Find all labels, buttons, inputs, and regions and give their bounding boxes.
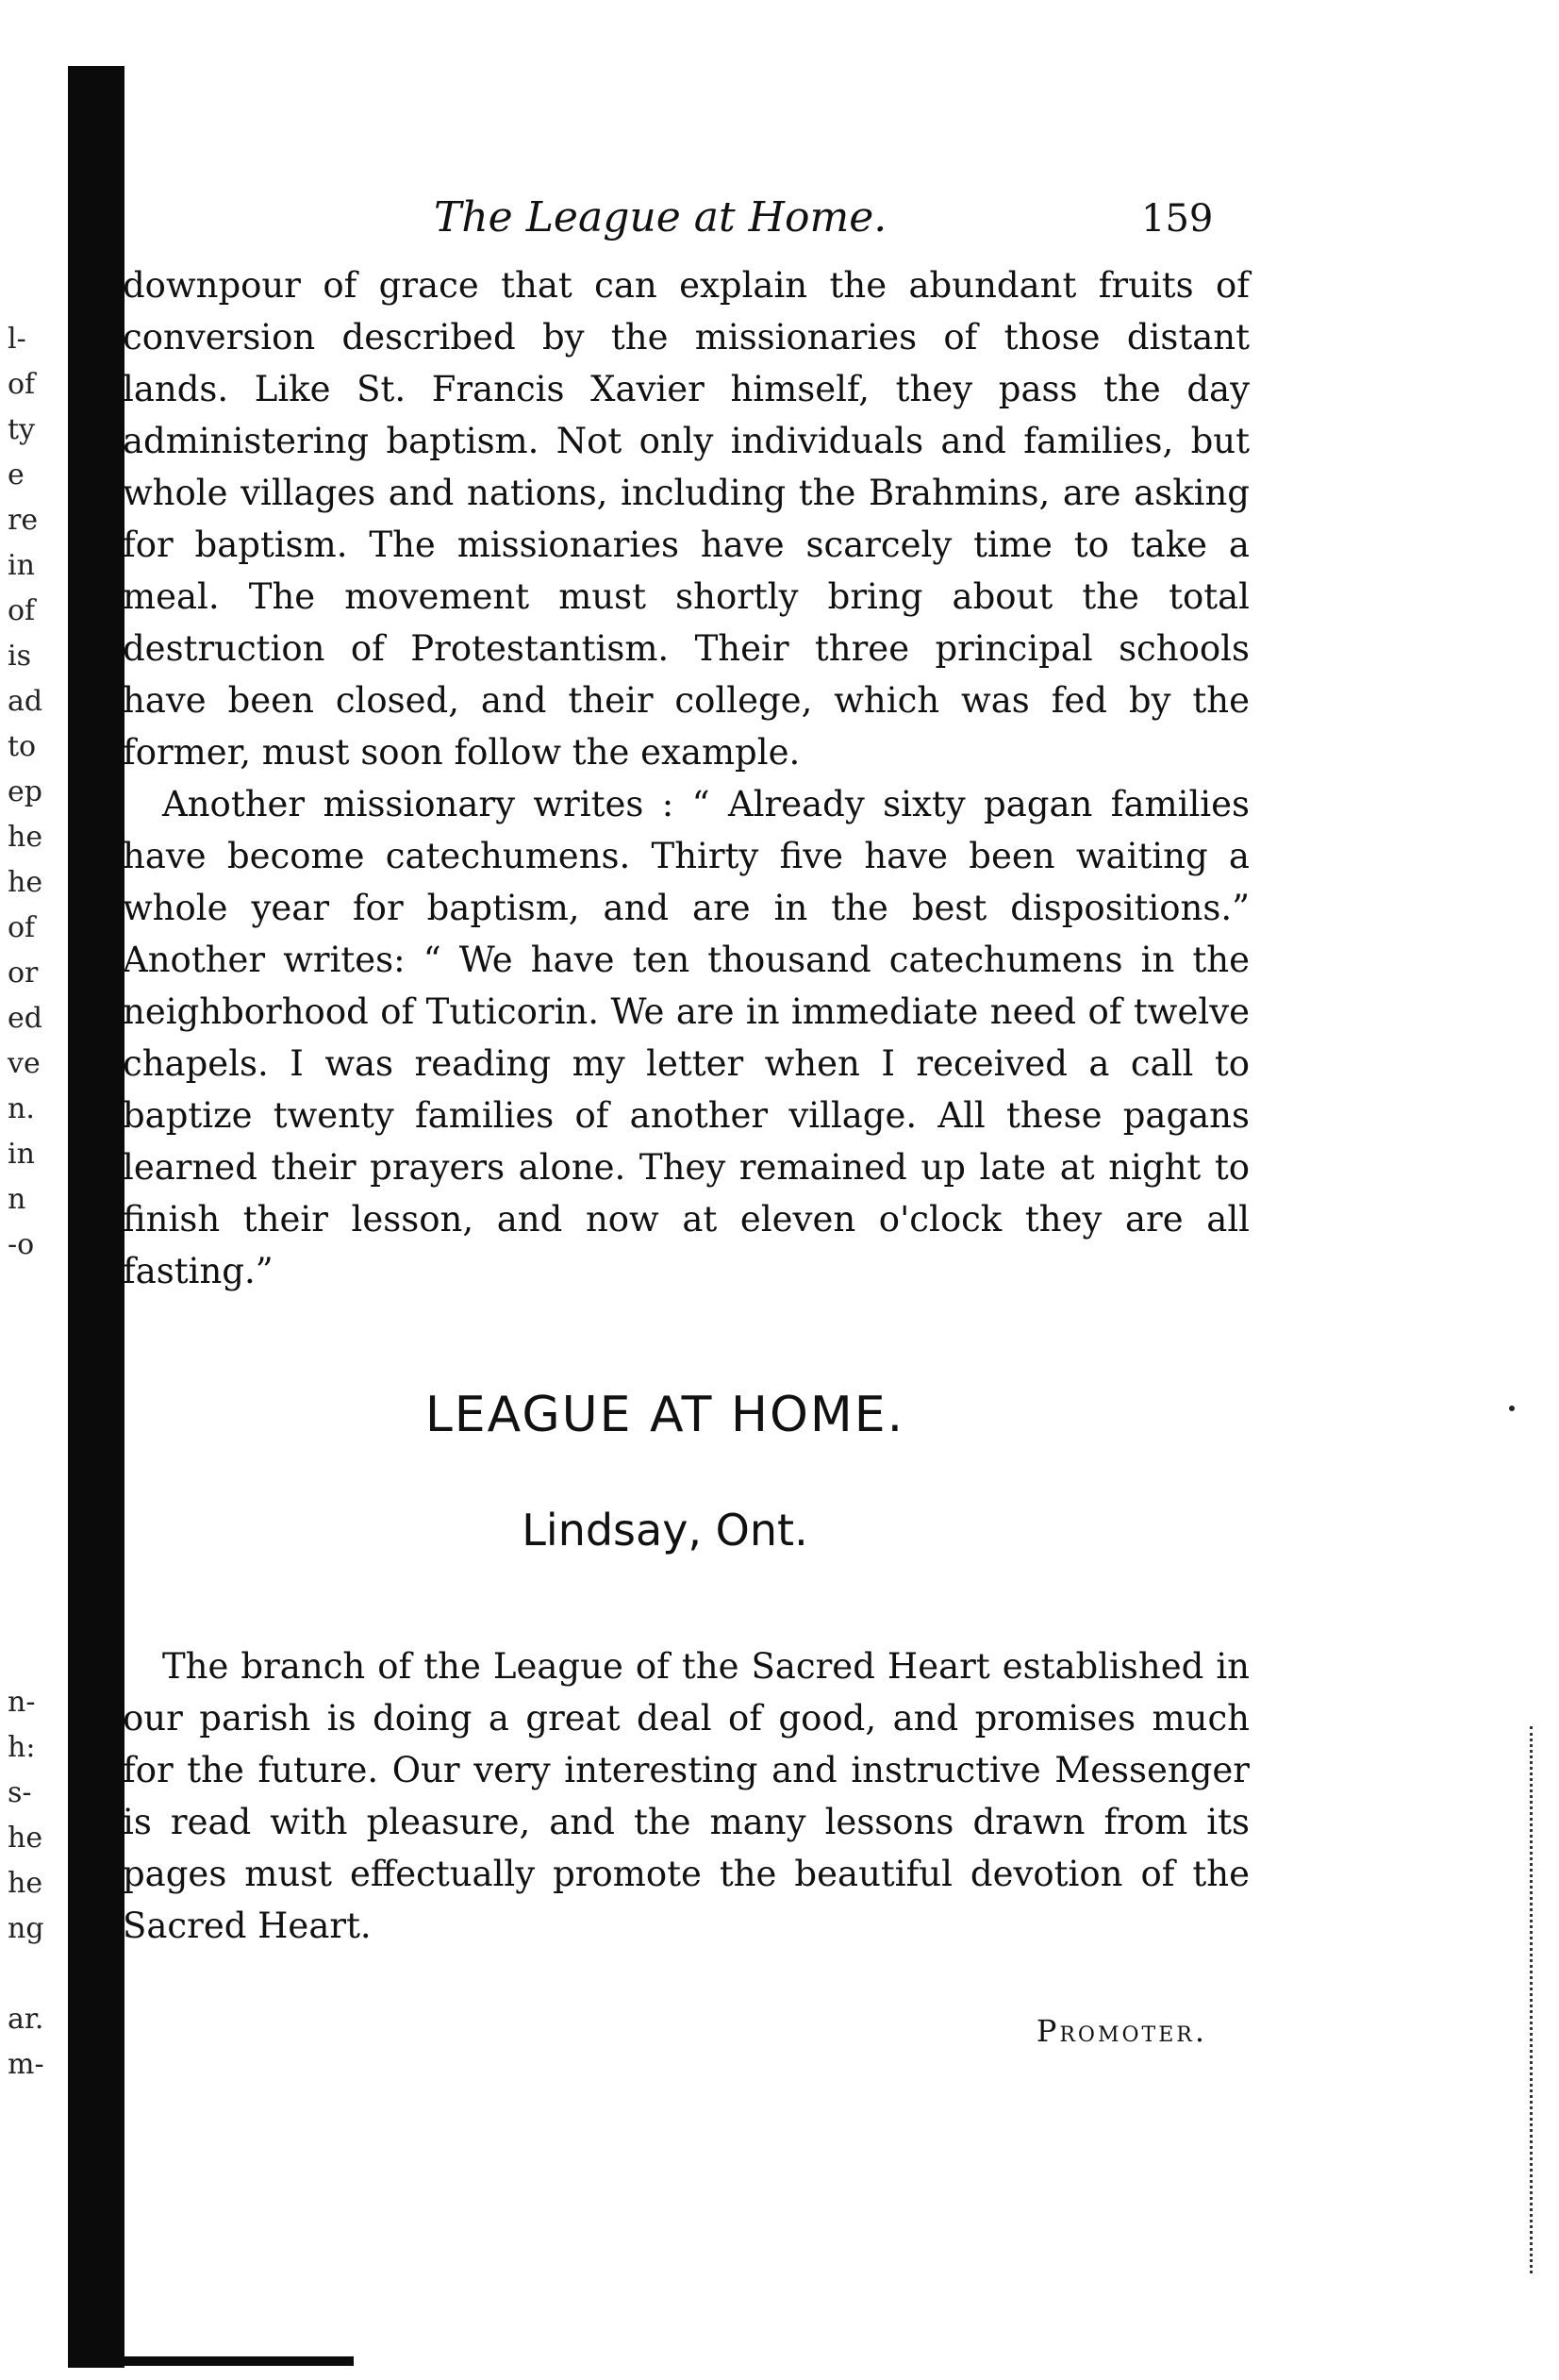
margin-bleed-lower xyxy=(0,1686,66,2096)
margin-fragment: to xyxy=(8,730,37,763)
margin-fragment: s- xyxy=(8,1776,32,1809)
page-content xyxy=(123,184,1254,2049)
margin-fragment: ty xyxy=(8,413,36,446)
speck-mark xyxy=(1509,1406,1515,1411)
book-spine-shadow xyxy=(68,66,124,2368)
paragraph-1: downpour of grace that can explain the abundant fruits of conversion described by the missionaries of those distant lands. Like St. Francis Xavier himself, they pass the day administering baptism. Not only individuals and families, but whole villages and nations, including the Brahmins, are asking for baptism. The missionaries have scarcely time to take a meal. The movement must shortly bring about the total destruction of Protestantism. Their three principal schools have been closed, and their college, which was fed by the former, must soon follow the example. xyxy=(123,265,1250,773)
margin-fragment: -o xyxy=(8,1228,35,1261)
margin-fragment: h: xyxy=(8,1731,36,1764)
margin-fragment: he xyxy=(8,821,43,854)
running-head xyxy=(123,184,1254,259)
signature: Promoter. xyxy=(1036,2013,1207,2049)
section-title: LEAGUE AT HOME. xyxy=(424,1387,905,1443)
running-head-title: The League at Home. xyxy=(434,193,887,241)
section-paragraph: The branch of the League of the Sacred Heart established in our parish is doing a great deal of good, and promises much for the future. Our very interesting and instructive Messenger is read with pleasure, and the many lessons drawn from its pages must effectually promote the beautiful devotion of the Sacred Heart. xyxy=(123,1646,1250,1946)
margin-fragment: n xyxy=(8,1183,26,1216)
margin-fragment: ar. xyxy=(8,2003,44,2036)
margin-fragment: or xyxy=(8,957,39,990)
margin-fragment: m- xyxy=(8,2048,44,2081)
margin-fragment: he xyxy=(8,1822,43,1855)
section-body xyxy=(123,1640,1250,1952)
margin-fragment: n. xyxy=(8,1092,35,1125)
margin-fragment: ep xyxy=(8,775,42,808)
margin-fragment: l- xyxy=(8,323,26,356)
body-text xyxy=(123,259,1250,1297)
margin-fragment: ad xyxy=(8,685,43,718)
margin-fragment: re xyxy=(8,504,39,537)
book-spine-base xyxy=(108,2356,354,2366)
margin-fragment: of xyxy=(8,911,36,944)
paragraph-2: Another missionary writes : “ Already sixty pagan families have become catechumens. Thirty five have been waiting a whole year for baptism, and are in the best dispositions.” Another writes: “ We have ten thousand catechumens in the neighborhood of Tuticorin. We are in immediate need of twelve chapels. I was reading my letter when I received a call to baptize twenty families of another village. All these pagans learned their prayers alone. They remained up late at night to finish their lesson, and now at eleven o'clock they are all fasting.” xyxy=(123,784,1250,1291)
margin-fragment xyxy=(0,1960,66,2006)
margin-fragment: in xyxy=(8,549,35,582)
margin-fragment: he xyxy=(8,866,43,899)
margin-fragment: ve xyxy=(8,1047,41,1080)
margin-fragment: is xyxy=(8,640,31,673)
right-edge-marks xyxy=(1530,1726,1540,2273)
margin-fragment: ed xyxy=(8,1002,42,1035)
margin-bleed-upper xyxy=(0,325,66,1276)
margin-fragment: e xyxy=(8,458,25,491)
margin-fragment: he xyxy=(8,1867,43,1900)
page-number: 159 xyxy=(1141,197,1214,241)
margin-fragment: ng xyxy=(8,1912,44,1945)
margin-fragment: of xyxy=(8,594,36,627)
margin-fragment: n- xyxy=(8,1686,36,1719)
section-subtitle: Lindsay, Ont. xyxy=(522,1505,808,1556)
margin-fragment: of xyxy=(8,368,36,401)
margin-fragment: in xyxy=(8,1138,35,1171)
